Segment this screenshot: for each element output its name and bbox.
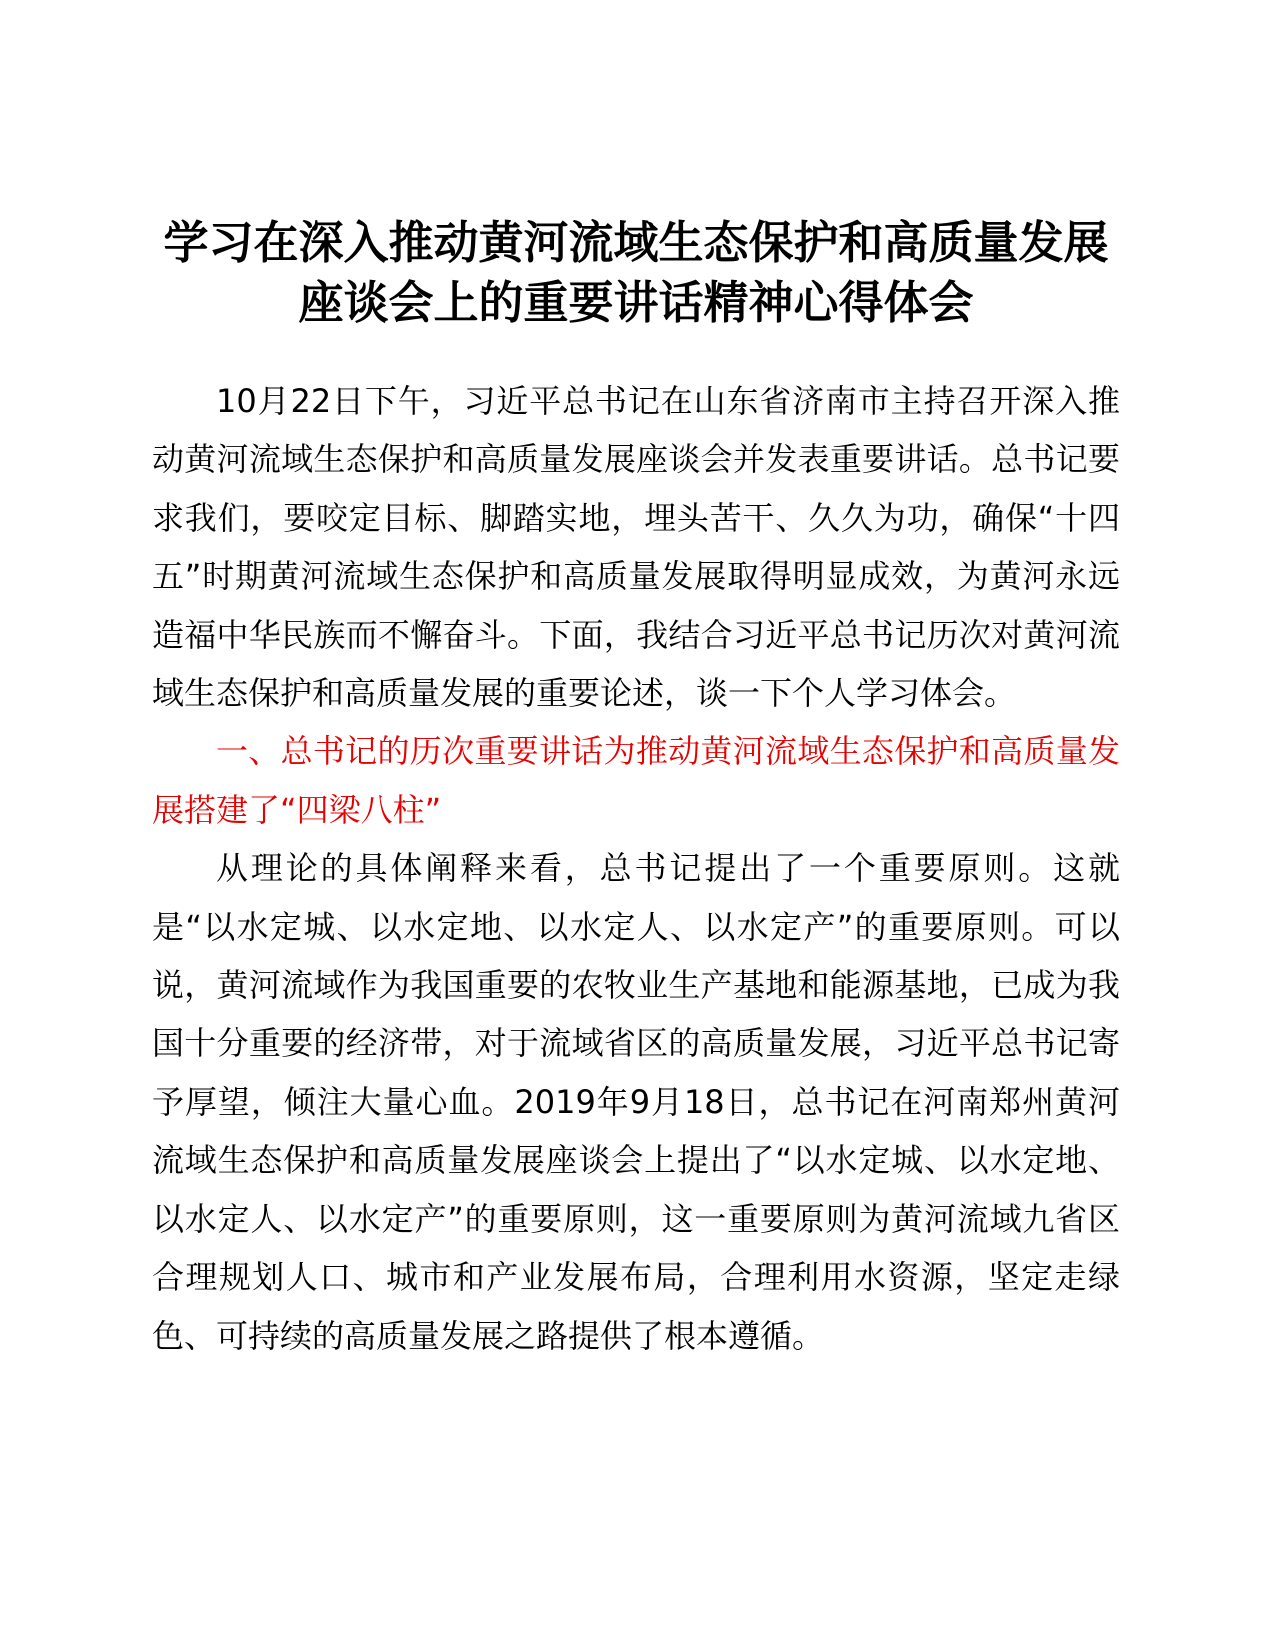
section-paragraph-1: 从理论的具体阐释来看，总书记提出了一个重要原则。这就是“以水定城、以水定地、以水定人、以水定产”的重要原则。可以说，黄河流域作为我国重要的农牧业生产基地和能源基地，已成为我国十分重要的经济带，对于流域省区的高质量发展，习近平总书记寄予厚望，倾注大量心血。2019年9月18日，总书记在河南郑州黄河流域生态保护和高质量发展座谈会上提出了“以水定城、以水定地、以水定人、以水定产”的重要原则，这一重要原则为黄河流域九省区合理规划人口、城市和产业发展布局，合理利用水资源，坚定走绿色、可持续的高质量发展之路提供了根本遵循。 — [152, 849, 1120, 1355]
document-body — [152, 372, 1120, 1365]
document-title — [152, 213, 1120, 333]
title-line-2: 座谈会上的重要讲话精神心得体会 — [298, 276, 974, 329]
document-page — [152, 213, 1120, 1365]
section-heading-1: 一、总书记的历次重要讲话为推动黄河流域生态保护和高质量发展搭建了“四梁八柱” — [152, 732, 1120, 829]
intro-paragraph: 10月22日下午，习近平总书记在山东省济南市主持召开深入推动黄河流域生态保护和高质量发展座谈会并发表重要讲话。总书记要求我们，要咬定目标、脚踏实地，埋头苦干、久久为功，确保“十四五”时期黄河流域生态保护和高质量发展取得明显成效，为黄河永远造福中华民族而不懈奋斗。下面，我结合习近平总书记历次对黄河流域生态保护和高质量发展的重要论述，谈一下个人学习体会。 — [152, 382, 1120, 713]
title-line-1: 学习在深入推动黄河流域生态保护和高质量发展 — [163, 216, 1109, 269]
